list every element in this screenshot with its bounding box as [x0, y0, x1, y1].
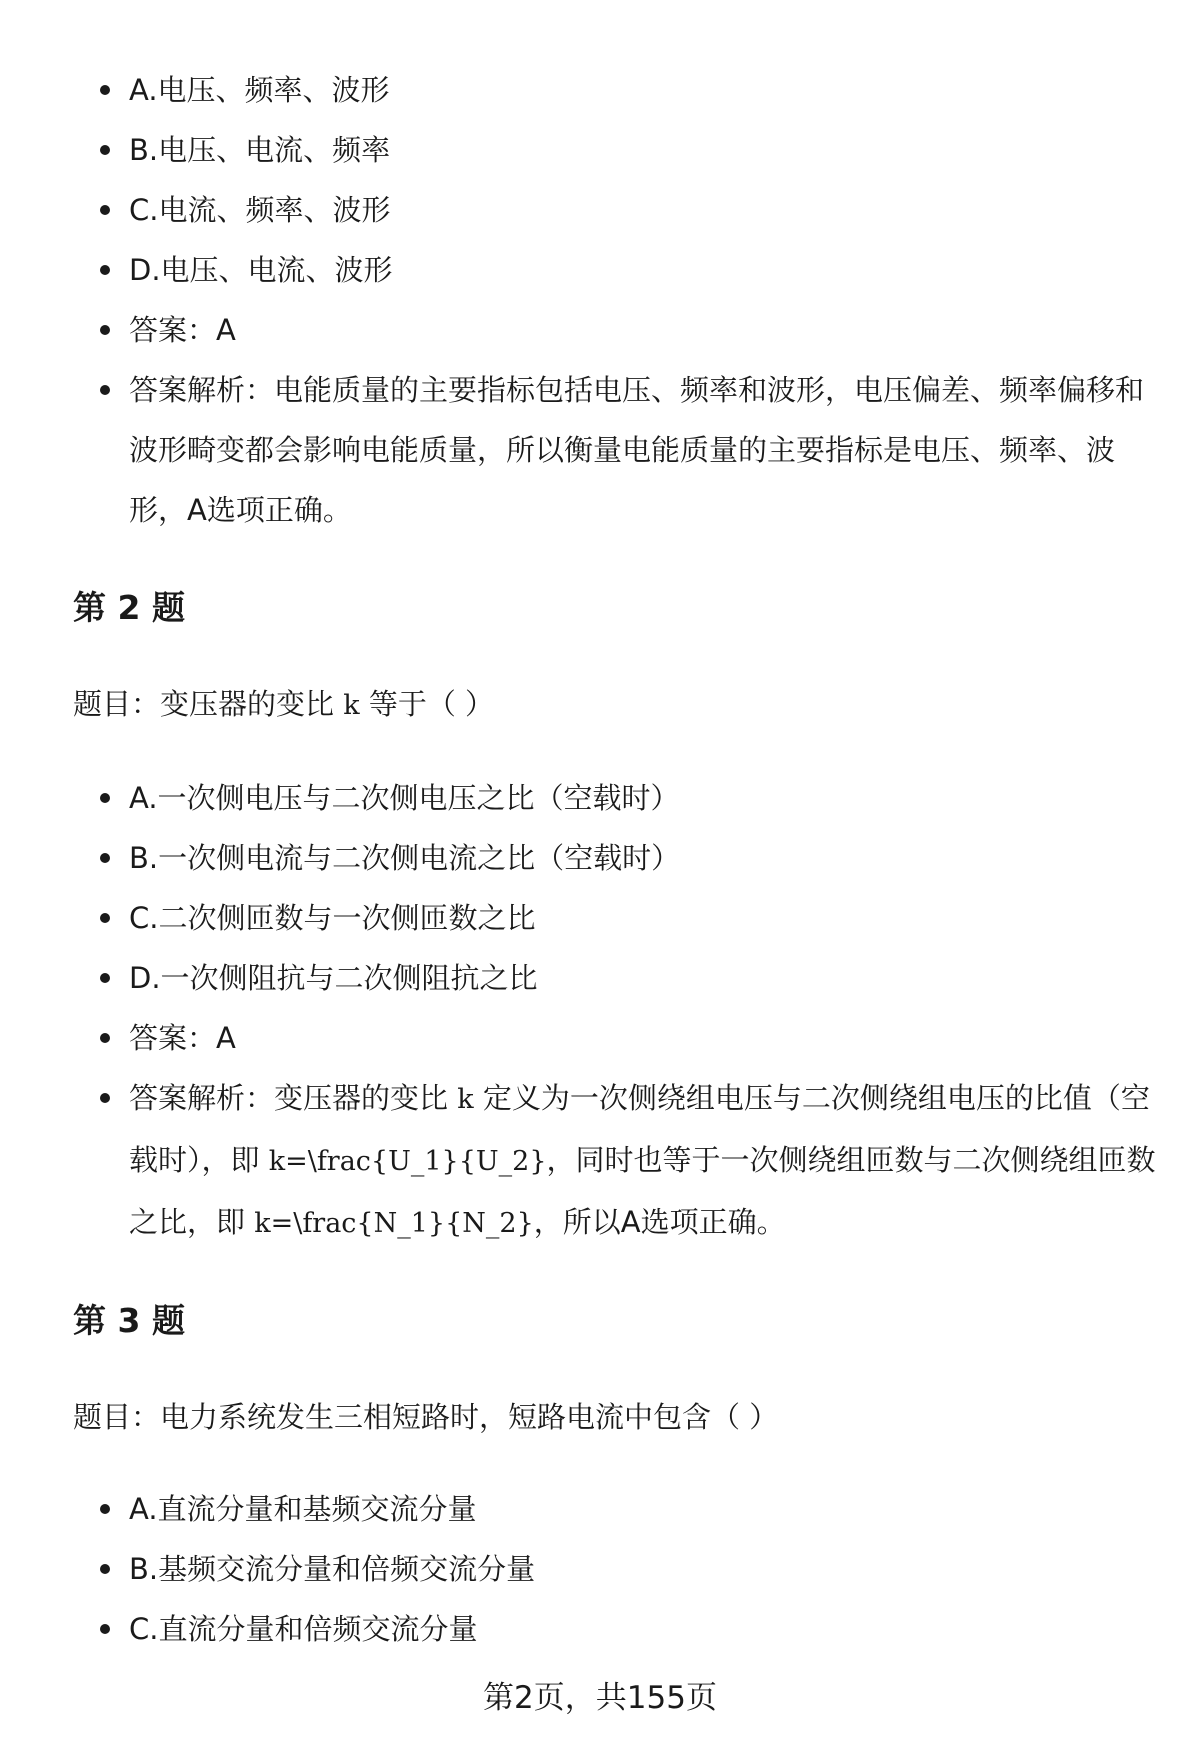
q3-question: 题目：电力系统发生三相短路时，短路电流中包含（ ） — [73, 1400, 779, 1434]
q1-option-d: D.电压、电流、波形 — [96, 240, 1156, 300]
q3-option-a: A.直流分量和基频交流分量 — [96, 1479, 1156, 1539]
q1-option-list — [96, 60, 1156, 540]
q2-explanation-part2: 定义为一次侧绕组电压与二次侧绕组电压的比值（空载时），即 — [129, 1081, 1150, 1177]
q3-option-list — [96, 1479, 1156, 1659]
q2-explanation-formula-1: k=\frac{U_1}{U_2} — [268, 1146, 547, 1177]
q2-question — [73, 682, 494, 728]
page-footer: 第2页，共155页 — [483, 1680, 717, 1716]
q2-question-prefix: 题目：变压器的变比 — [73, 687, 335, 721]
q1-option-c: C.电流、频率、波形 — [96, 180, 1156, 240]
q1-option-b: B.电压、电流、频率 — [96, 120, 1156, 180]
q2-explanation-formula-2: k=\frac{N_1}{N_2} — [254, 1208, 534, 1239]
q2-explanation-part1: 答案解析：变压器的变比 — [129, 1081, 449, 1115]
q2-option-d: D.一次侧阻抗与二次侧阻抗之比 — [96, 948, 1156, 1008]
q2-option-a: A.一次侧电压与二次侧电压之比（空载时） — [96, 768, 1156, 828]
q2-explanation-part4: ，所以A选项正确。 — [533, 1205, 786, 1239]
q2-explanation — [96, 1068, 1156, 1254]
q3-heading: 第 3 题 — [73, 1301, 185, 1340]
q2-option-list — [96, 768, 1156, 1254]
q2-explanation-variable: k — [457, 1084, 474, 1115]
q2-heading: 第 2 题 — [73, 588, 185, 627]
q1-answer: 答案：A — [96, 300, 1156, 360]
q3-option-b: B.基频交流分量和倍频交流分量 — [96, 1539, 1156, 1599]
q2-question-variable: k — [343, 690, 360, 721]
q2-option-b: B.一次侧电流与二次侧电流之比（空载时） — [96, 828, 1156, 888]
q1-explanation: 答案解析：电能质量的主要指标包括电压、频率和波形，电压偏差、频率偏移和波形畸变都会影响电能质量，所以衡量电能质量的主要指标是电压、频率、波形，A选项正确。 — [96, 360, 1156, 540]
q2-option-c: C.二次侧匝数与一次侧匝数之比 — [96, 888, 1156, 948]
q3-option-c: C.直流分量和倍频交流分量 — [96, 1599, 1156, 1659]
q2-explanation-part3: ，同时也等于一次侧绕组匝数与二次侧绕组匝数之比，即 — [129, 1143, 1156, 1239]
q2-answer: 答案：A — [96, 1008, 1156, 1068]
q2-question-suffix: 等于（ ） — [368, 687, 495, 721]
q1-option-a: A.电压、频率、波形 — [96, 60, 1156, 120]
